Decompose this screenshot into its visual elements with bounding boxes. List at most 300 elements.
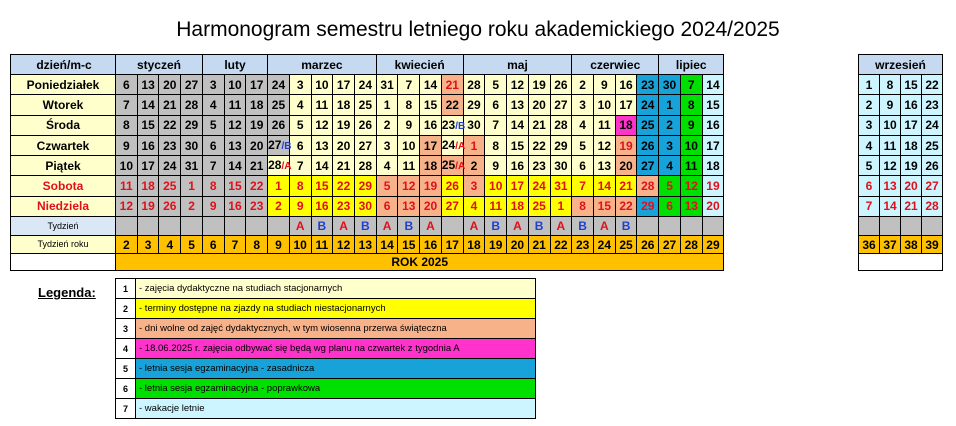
legend-text: - terminy dostępne na zjazdy na studiach niestacjonarnych — [136, 299, 536, 319]
day-cell — [659, 176, 681, 196]
day-number: 31 — [554, 179, 568, 194]
day-number: 7 — [687, 77, 695, 92]
week-type-cell: A — [289, 217, 311, 236]
day-number: 22 — [163, 118, 177, 133]
legend-number: 5 — [116, 359, 136, 379]
day-cell: 15 — [901, 75, 922, 95]
day-number: 7 — [296, 158, 304, 173]
day-cell — [550, 156, 572, 176]
day-number: 9 — [687, 118, 695, 133]
day-number: 5 — [209, 118, 217, 133]
day-cell — [159, 75, 181, 95]
day-cell: 2 — [859, 95, 880, 115]
day-cell — [441, 156, 466, 176]
page-title: Harmonogram semestru letniego roku akademickiego 2024/2025 — [176, 18, 780, 41]
day-number: 21 — [163, 97, 177, 112]
day-cell — [333, 135, 355, 155]
year-week-cell: 13 — [354, 236, 376, 254]
day-number: 2 — [275, 199, 282, 214]
week-type-cell: A — [550, 217, 572, 236]
day-cell — [137, 135, 159, 155]
day-cell — [615, 176, 637, 196]
day-cell — [572, 115, 594, 135]
day-number: 10 — [402, 138, 416, 153]
day-number: 23 — [441, 117, 456, 132]
week-type-cell — [181, 217, 203, 236]
day-cell — [398, 196, 420, 216]
day-cell — [441, 135, 466, 155]
day-cell: 14 — [880, 196, 901, 216]
day-number: 2 — [383, 118, 391, 133]
day-number: 23 — [532, 158, 546, 173]
day-cell — [224, 156, 246, 176]
day-cell — [572, 156, 594, 176]
day-cell — [246, 135, 268, 155]
week-type-cell: A — [333, 217, 355, 236]
day-cell — [333, 95, 355, 115]
day-number: 25 — [358, 97, 373, 112]
day-number: 1 — [275, 179, 282, 194]
day-number: 7 — [405, 77, 413, 92]
day-cell — [224, 135, 246, 155]
day-number: 21 — [445, 77, 459, 92]
day-number: 18 — [423, 158, 438, 173]
week-marker: A — [284, 161, 292, 173]
day-cell — [659, 156, 681, 176]
day-cell — [463, 156, 485, 176]
year-week-cell: 39 — [922, 236, 943, 254]
day-cell: 26 — [922, 156, 943, 176]
day-number: 10 — [119, 158, 134, 173]
day-cell — [507, 196, 529, 216]
legend-item — [116, 279, 536, 299]
day-cell — [637, 156, 659, 176]
day-cell — [268, 75, 290, 95]
day-number: 18 — [706, 158, 720, 173]
legend-text: - letnia sesja egzaminacyjna - poprawkowa — [136, 379, 536, 399]
day-number: 18 — [336, 97, 351, 112]
day-cell: 5 — [859, 156, 880, 176]
week-marker: B — [284, 141, 292, 153]
weekday-label: Poniedziałek — [11, 75, 116, 95]
day-cell — [268, 176, 290, 196]
day-cell — [246, 176, 268, 196]
day-number: 14 — [597, 179, 612, 194]
day-number: 16 — [423, 118, 438, 133]
day-cell — [593, 196, 615, 216]
day-number: 11 — [315, 97, 329, 112]
day-number: 25 — [163, 179, 177, 194]
day-cell: 28 — [922, 196, 943, 216]
day-cell — [116, 95, 138, 115]
day-number: 4 — [383, 158, 391, 173]
day-number: 9 — [123, 138, 130, 153]
day-cell — [376, 75, 398, 95]
day-cell — [159, 115, 181, 135]
day-cell — [137, 156, 159, 176]
day-number: 29 — [554, 138, 568, 153]
day-number: 6 — [296, 138, 304, 153]
day-cell — [289, 75, 311, 95]
day-number: 15 — [597, 199, 612, 214]
day-number: 15 — [706, 97, 720, 112]
day-cell — [615, 156, 637, 176]
year-week-cell: 38 — [901, 236, 922, 254]
day-number: 22 — [250, 179, 264, 194]
day-cell — [572, 196, 594, 216]
day-number: 6 — [383, 199, 391, 214]
day-number: 12 — [402, 179, 416, 194]
day-number: 21 — [532, 118, 546, 133]
day-number: 12 — [684, 179, 698, 194]
day-number: 7 — [123, 97, 130, 112]
day-number: 20 — [163, 77, 177, 92]
day-cell — [376, 135, 398, 155]
legend-text: - 18.06.2025 r. zajęcia odbywać się będą wg planu na czwartek z tygodnia A — [136, 339, 536, 359]
day-cell: 13 — [880, 176, 901, 196]
day-cell — [463, 176, 485, 196]
day-cell — [333, 156, 355, 176]
day-cell — [441, 176, 463, 196]
day-cell — [550, 115, 572, 135]
week-marker-slash: / — [455, 161, 459, 173]
day-cell — [702, 115, 724, 135]
week-type-cell — [202, 217, 224, 236]
legend-table — [115, 278, 536, 419]
day-cell — [202, 95, 224, 115]
day-number: 23 — [250, 199, 264, 214]
day-cell — [485, 196, 507, 216]
year-week-cell: 14 — [376, 236, 398, 254]
day-cell — [268, 156, 290, 176]
day-cell: 9 — [880, 95, 901, 115]
day-cell — [137, 176, 159, 196]
week-type-cell: A — [593, 217, 615, 236]
day-number: 24 — [358, 77, 373, 92]
day-number: 19 — [619, 138, 633, 153]
day-cell — [420, 156, 442, 176]
day-number: 3 — [666, 138, 673, 153]
day-cell — [463, 135, 485, 155]
week-type-cell — [859, 217, 880, 236]
month-header: luty — [202, 55, 267, 75]
legend-text: - wakacje letnie — [136, 399, 536, 419]
day-cell — [485, 75, 507, 95]
day-number: 12 — [510, 77, 525, 92]
day-cell — [507, 156, 529, 176]
day-number: 8 — [123, 118, 130, 133]
day-cell — [354, 176, 376, 196]
weekday-label: Niedziela — [11, 196, 116, 216]
day-cell — [485, 135, 507, 155]
day-number: 8 — [492, 138, 500, 153]
day-cell — [637, 196, 659, 216]
day-cell — [593, 115, 615, 135]
day-cell — [680, 75, 702, 95]
month-header: czerwiec — [572, 55, 659, 75]
day-cell — [354, 135, 376, 155]
day-number: 21 — [336, 158, 351, 173]
day-number: 11 — [489, 199, 503, 214]
day-number: 3 — [296, 77, 304, 92]
day-number: 6 — [209, 138, 217, 153]
week-type-cell: B — [354, 217, 376, 236]
day-cell — [268, 95, 290, 115]
day-number: 13 — [402, 199, 416, 214]
day-number: 3 — [209, 77, 217, 92]
day-number: 2 — [579, 77, 586, 92]
day-cell — [398, 176, 420, 196]
day-number: 4 — [296, 97, 304, 112]
day-number: 24 — [532, 179, 546, 194]
day-cell — [550, 75, 572, 95]
day-number: 4 — [209, 97, 217, 112]
weekday-label: Środa — [11, 115, 116, 135]
day-number: 28 — [184, 97, 199, 112]
day-cell — [289, 176, 311, 196]
day-number: 10 — [315, 77, 329, 92]
year-week-cell: 29 — [702, 236, 724, 254]
day-cell: 20 — [901, 176, 922, 196]
year-week-cell: 25 — [615, 236, 637, 254]
day-number: 16 — [141, 138, 155, 153]
day-number: 27 — [268, 138, 282, 153]
legend-item — [116, 359, 536, 379]
day-cell — [572, 176, 594, 196]
legend-text: - dni wolne od zajęć dydaktycznych, w tym wiosenna przerwa świąteczna — [136, 319, 536, 339]
day-cell — [181, 75, 203, 95]
day-number: 7 — [579, 179, 586, 194]
day-cell: 16 — [901, 95, 922, 115]
week-type-cell — [159, 217, 181, 236]
day-cell — [311, 135, 333, 155]
week-type-cell: B — [485, 217, 507, 236]
day-number: 26 — [554, 77, 568, 92]
day-number: 7 — [492, 118, 500, 133]
year-week-cell: 37 — [880, 236, 901, 254]
day-cell — [593, 156, 615, 176]
day-cell — [528, 95, 550, 115]
year-week-cell: 17 — [441, 236, 463, 254]
day-number: 3 — [470, 179, 478, 194]
day-cell — [116, 156, 138, 176]
day-number: 12 — [597, 138, 612, 153]
day-cell — [354, 156, 376, 176]
day-number: 9 — [209, 199, 217, 214]
day-cell — [615, 115, 637, 135]
day-number: 9 — [492, 158, 500, 173]
september-blank — [859, 254, 943, 271]
year-bar: ROK 2025 — [116, 254, 724, 271]
day-cell — [289, 156, 311, 176]
day-number: 1 — [557, 199, 565, 214]
day-number: 26 — [163, 199, 177, 214]
day-number: 16 — [228, 199, 242, 214]
day-cell — [702, 95, 724, 115]
day-number: 18 — [510, 199, 525, 214]
day-number: 10 — [228, 77, 242, 92]
day-number: 22 — [445, 97, 459, 112]
day-cell: 21 — [901, 196, 922, 216]
day-cell — [507, 176, 529, 196]
day-cell — [398, 135, 420, 155]
year-week-cell: 22 — [550, 236, 572, 254]
day-cell: 25 — [922, 135, 943, 155]
day-number: 4 — [666, 158, 673, 173]
day-number: 12 — [228, 118, 242, 133]
day-cell — [637, 95, 659, 115]
day-cell — [333, 75, 355, 95]
week-type-cell — [680, 217, 702, 236]
day-number: 16 — [706, 118, 720, 133]
day-cell — [289, 196, 311, 216]
day-cell — [137, 115, 159, 135]
day-number: 31 — [184, 158, 199, 173]
day-number: 12 — [119, 199, 134, 214]
day-cell: 17 — [901, 115, 922, 135]
day-number: 18 — [619, 118, 633, 133]
day-cell — [485, 176, 507, 196]
week-type-cell: B — [572, 217, 594, 236]
day-number: 25 — [532, 199, 546, 214]
week-type-cell — [659, 217, 681, 236]
legend-number: 1 — [116, 279, 136, 299]
day-cell — [463, 75, 485, 95]
day-number: 22 — [532, 138, 546, 153]
day-cell — [224, 75, 246, 95]
day-number: 13 — [510, 97, 525, 112]
legend-item — [116, 399, 536, 419]
day-cell: 27 — [922, 176, 943, 196]
year-week-cell: 4 — [159, 236, 181, 254]
day-cell — [376, 176, 398, 196]
year-week-cell: 8 — [246, 236, 268, 254]
day-cell — [116, 75, 138, 95]
day-number: 16 — [510, 158, 525, 173]
week-marker-slash: / — [281, 161, 285, 173]
day-number: 1 — [188, 179, 195, 194]
year-week-cell: 12 — [333, 236, 355, 254]
day-number: 20 — [250, 138, 264, 153]
year-week-cell: 16 — [420, 236, 442, 254]
day-number: 7 — [209, 158, 217, 173]
day-cell — [702, 196, 724, 216]
day-cell — [354, 196, 376, 216]
day-cell — [246, 95, 268, 115]
day-number: 17 — [423, 138, 438, 153]
day-number: 15 — [228, 179, 242, 194]
day-number: 19 — [250, 118, 264, 133]
day-cell — [441, 95, 463, 115]
day-cell — [680, 196, 702, 216]
day-cell — [420, 95, 442, 115]
day-cell — [507, 75, 529, 95]
day-number: 19 — [423, 179, 438, 194]
day-cell — [311, 95, 333, 115]
weekday-label: Sobota — [11, 176, 116, 196]
day-number: 15 — [510, 138, 525, 153]
week-marker-slash: / — [455, 141, 459, 153]
september-calendar-table — [858, 54, 943, 271]
day-number: 19 — [706, 179, 720, 194]
day-number: 29 — [467, 97, 481, 112]
week-type-cell — [702, 217, 724, 236]
day-number: 10 — [597, 97, 612, 112]
day-cell — [202, 115, 224, 135]
day-number: 26 — [358, 118, 373, 133]
month-header: marzec — [268, 55, 377, 75]
day-number: 8 — [579, 199, 586, 214]
day-cell: 24 — [922, 115, 943, 135]
day-cell — [593, 176, 615, 196]
day-cell: 22 — [922, 75, 943, 95]
day-cell — [420, 115, 442, 135]
week-type-cell — [922, 217, 943, 236]
day-number: 14 — [706, 77, 720, 92]
year-week-cell: 21 — [528, 236, 550, 254]
day-number: 26 — [641, 138, 655, 153]
day-cell — [246, 115, 268, 135]
day-cell — [615, 135, 637, 155]
day-number: 19 — [141, 199, 155, 214]
day-number: 6 — [579, 158, 586, 173]
day-cell — [463, 95, 485, 115]
day-number: 22 — [619, 199, 633, 214]
day-cell — [398, 156, 420, 176]
day-number: 5 — [296, 118, 304, 133]
day-number: 11 — [684, 158, 698, 173]
day-cell — [680, 95, 702, 115]
week-type-label: Tydzień — [11, 217, 116, 236]
legend-item — [116, 319, 536, 339]
day-number: 1 — [666, 97, 673, 112]
year-week-cell: 11 — [311, 236, 333, 254]
day-number: 28 — [641, 179, 655, 194]
day-cell — [246, 75, 268, 95]
day-cell — [224, 196, 246, 216]
day-cell — [159, 95, 181, 115]
day-cell — [398, 95, 420, 115]
day-number: 27 — [554, 97, 568, 112]
day-number: 4 — [470, 199, 478, 214]
year-week-cell: 3 — [137, 236, 159, 254]
day-number: 9 — [601, 77, 608, 92]
day-cell — [333, 176, 355, 196]
year-week-cell: 9 — [268, 236, 290, 254]
day-cell: 3 — [859, 115, 880, 135]
day-cell: 8 — [880, 75, 901, 95]
legend-number: 3 — [116, 319, 136, 339]
week-type-cell: B — [528, 217, 550, 236]
day-number: 22 — [336, 179, 351, 194]
day-cell — [659, 135, 681, 155]
month-header-september: wrzesień — [859, 55, 943, 75]
day-cell — [181, 176, 203, 196]
day-cell — [159, 176, 181, 196]
day-cell — [354, 115, 376, 135]
day-cell — [528, 115, 550, 135]
year-week-cell: 5 — [181, 236, 203, 254]
day-cell — [202, 156, 224, 176]
week-type-cell: B — [398, 217, 420, 236]
day-number: 25 — [641, 118, 655, 133]
day-cell — [659, 115, 681, 135]
day-number: 30 — [358, 199, 373, 214]
day-number: 6 — [123, 77, 130, 92]
day-cell — [420, 196, 442, 216]
day-number: 13 — [684, 199, 698, 214]
day-number: 19 — [336, 118, 351, 133]
